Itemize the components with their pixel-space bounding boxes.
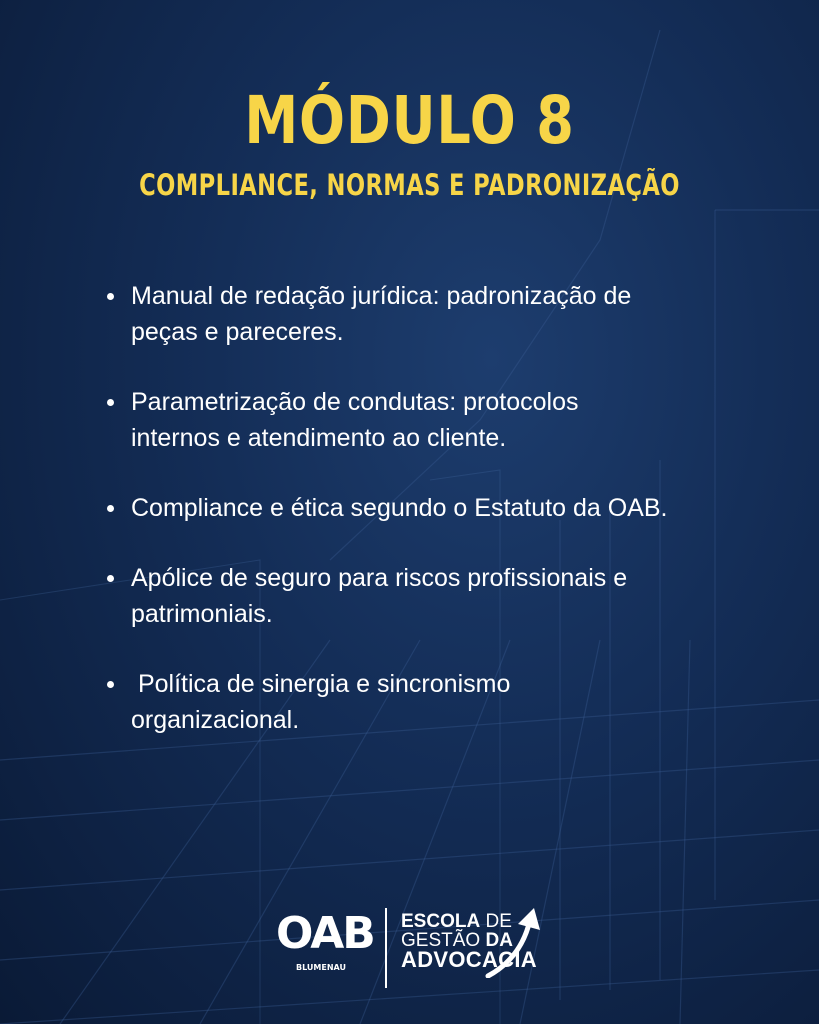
school-word-gestao: GESTÃO xyxy=(401,930,481,951)
bullet-dot-icon xyxy=(107,399,114,406)
list-item xyxy=(104,666,744,738)
topic-line: patrimoniais. xyxy=(131,600,273,628)
school-word-escola: ESCOLA xyxy=(401,911,481,932)
upward-arrow-icon xyxy=(482,906,544,978)
school-word-advocacia: ADVOCACIA xyxy=(401,947,537,972)
topic-line: Parametrização de condutas: protocolos xyxy=(131,388,579,416)
topic-list xyxy=(104,278,744,772)
topic-line: Política de sinergia e sincronismo xyxy=(131,670,511,698)
topic-line: peças e pareceres. xyxy=(131,318,344,346)
topic-line: organizacional. xyxy=(131,706,300,734)
topic-line: Apólice de seguro para riscos profissionais e xyxy=(131,564,628,592)
list-item xyxy=(104,278,744,350)
oab-logo-text: OAB xyxy=(276,908,374,959)
bullet-dot-icon xyxy=(107,505,114,512)
topic-line: Manual de redação jurídica: padronização de xyxy=(131,282,632,310)
module-title: MÓDULO 8 xyxy=(244,82,575,159)
school-logo xyxy=(272,906,552,996)
topic-line: Compliance e ética segundo o Estatuto da OAB. xyxy=(131,494,668,522)
logo-divider xyxy=(385,908,387,988)
oab-city-label: BLUMENAU xyxy=(296,963,346,972)
list-item xyxy=(104,560,744,632)
bullet-dot-icon xyxy=(107,575,114,582)
topic-line: internos e atendimento ao cliente. xyxy=(131,424,507,452)
bullet-dot-icon xyxy=(107,293,114,300)
bullet-dot-icon xyxy=(107,681,114,688)
list-item xyxy=(104,490,744,526)
school-word-da: DA xyxy=(485,930,513,951)
list-item xyxy=(104,384,744,456)
school-word-de: DE xyxy=(485,911,512,932)
module-subtitle: COMPLIANCE, NORMAS E PADRONIZAÇÃO xyxy=(139,168,680,202)
